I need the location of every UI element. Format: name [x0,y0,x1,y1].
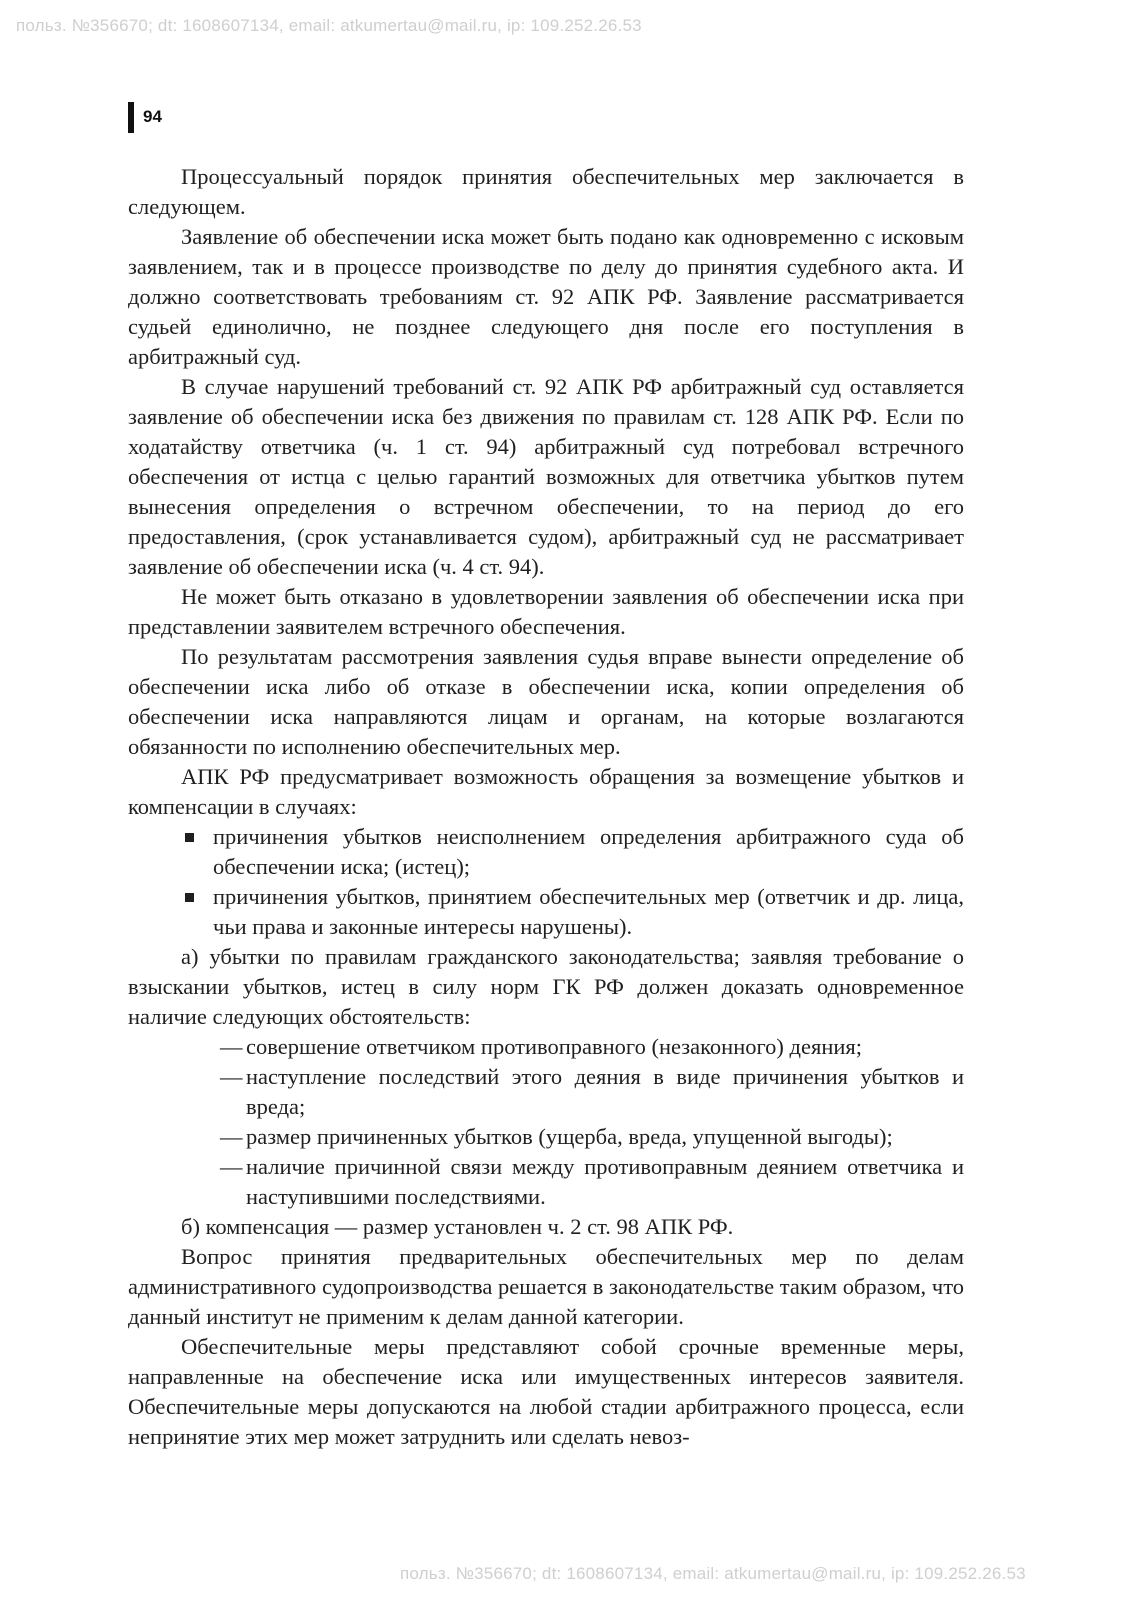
square-bullet-icon [185,893,194,902]
paragraph: а) убытки по правилам гражданского законодательства; заявляя требование о взыскании убытков, истец в силу норм ГК РФ должен доказать одновременное наличие следующих обстоятельств: [128,944,964,1029]
dash-text: наступление последствий этого деяния в виде причинения убытков и вреда; [246,1064,964,1119]
bullet-list [128,822,964,942]
dash-text: совершение ответчиком противоправного (незаконного) деяния; [246,1034,863,1059]
bullet-text: причинения убытков, принятием обеспечительных мер (ответчик и др. лица, чьи права и законные интересы нарушены). [213,884,964,939]
dash-item [128,1062,964,1122]
square-bullet-icon [185,833,194,842]
dash-marker: — [220,1034,243,1059]
bullet-item [128,822,964,882]
page-number: 94 [143,107,162,126]
paragraph: Заявление об обеспечении иска может быть подано как одновременно с исковым заявлением, так и в процессе производстве по делу до принятия судебного акта. И должно соответствовать требованиям ст. 92 АПК РФ. Заявление рассматривается судьей единолично, не позднее следующего дня после его поступления в арбитражный суд. [128,224,964,369]
dash-text: размер причиненных убытков (ущерба, вреда, упущенной выгоды); [246,1124,893,1149]
watermark-bottom: польз. №356670; dt: 1608607134, email: atkumertau@mail.ru, ip: 109.252.26.53 [400,1564,1026,1583]
watermark-top: польз. №356670; dt: 1608607134, email: atkumertau@mail.ru, ip: 109.252.26.53 [16,16,642,35]
dash-marker: — [220,1154,243,1179]
dash-marker: — [220,1124,243,1149]
paragraph: В случае нарушений требований ст. 92 АПК РФ арбитражный суд оставляется заявление об обеспечении иска без движения по правилам ст. 128 АПК РФ. Если по ходатайству ответчика (ч. 1 ст. 94) арбитражный суд потребовал встречного обеспечения от истца с целью гарантий возможных для ответчика убытков путем вынесения определения о встречном обеспечении, то на период до его предоставления, (срок устанавливается судом), арбитражный суд не рассматривает заявление об обеспечении иска (ч. 4 ст. 94). [128,374,964,579]
page-header [128,101,162,133]
paragraph: Обеспечительные меры представляют собой срочные временные меры, направленные на обеспечение иска или имущественных интересов заявителя. Обеспечительные меры допускаются на любой стадии арбитражного процесса, если непринятие этих мер может затруднить или сделать невоз- [128,1334,964,1449]
document-body [128,162,964,1452]
page-marker-bar [128,102,134,133]
paragraph: АПК РФ предусматривает возможность обращения за возмещение убытков и компенсации в случаях: [128,764,964,819]
dash-text: наличие причинной связи между противоправным деянием ответчика и наступившими последствиями. [246,1154,964,1209]
bullet-item [128,882,964,942]
paragraph: б) компенсация — размер установлен ч. 2 ст. 98 АПК РФ. [181,1214,734,1239]
dash-item [128,1152,964,1212]
dash-marker: — [220,1064,243,1089]
paragraph: Вопрос принятия предварительных обеспечительных мер по делам административного судопроизводства решается в законодательстве таким образом, что данный институт не применим к делам данной категории. [128,1244,964,1329]
dash-item [128,1122,964,1152]
paragraph: Не может быть отказано в удовлетворении заявления об обеспечении иска при представлении заявителем встречного обеспечения. [128,584,964,639]
paragraph: Процессуальный порядок принятия обеспечительных мер заключается в следующем. [128,164,964,219]
dash-item [128,1032,964,1062]
bullet-text: причинения убытков неисполнением определения арбитражного суда об обеспечении иска; (истец); [213,824,964,879]
paragraph: По результатам рассмотрения заявления судья вправе вынести определение об обеспечении иска либо об отказе в обеспечении иска, копии определения об обеспечении иска направляются лицам и органам, на которые возлагаются обязанности по исполнению обеспечительных мер. [128,644,964,759]
dash-list [128,1032,964,1212]
